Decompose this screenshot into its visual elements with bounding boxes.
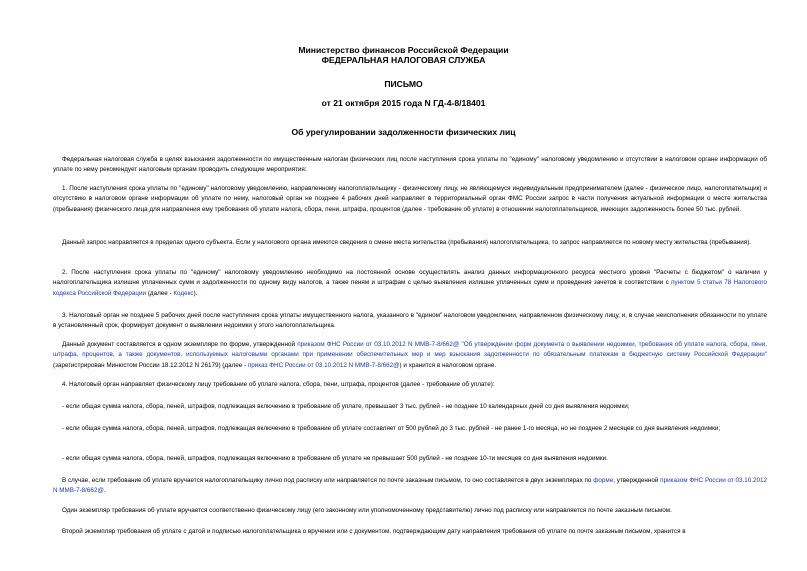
paragraph-2-text-a: 2. После наступления срока уплаты по "единому" налоговому уведомлению необходимо на постоянной основе осуществлять анализ данных информационного ресурса местного уровня "Расчеты с бюджетом" о наличии у налогоплательщика излишне уплаченных сумм и задолженности по одному виду налогов, а также пеням и штрафам с целью выявления излишне уплаченных сумм и проведения зачетов в соответствии с bbox=[53, 269, 767, 287]
paragraph-4-item-1: - если общая сумма налога, сбора, пеней, штрафов, подлежащая включению в требование об уплате, превышает 3 тыс. рублей - не позднее 10 календарных дней со дня выявления недоимки; bbox=[62, 403, 630, 410]
paragraph-request: Данный запрос направляется в пределах одного субъекта. Если у налогового органа имеются сведения о смене места жительства (пребывания) налогоплательщика, то запрос направляется по новому месту жительства (пребывания). bbox=[62, 239, 752, 246]
order-fns-link[interactable]: приказом ФНС России от 03.10.2012 N ММВ-7-8/662@ "Об утверждении форм документа о выявлении недоимки, требования об уплате налога, сбора, пени, штрафа, процентов, а также документов, используемых налоговыми органами при применении обеспечительных мер и мер взыскания задолженности по обязательным платежам в бюджетную систему Российской Федерации" bbox=[53, 341, 767, 359]
paragraph-document bbox=[53, 340, 767, 371]
order-fns-short-link[interactable]: приказ ФНС России от 03.10.2012 N ММВ-7-8/662@ bbox=[247, 361, 400, 369]
paragraph-document-text-b: (зарегистрирован Минюстом России 18.12.2012 N 26179) (далее - bbox=[53, 361, 248, 369]
paragraph-document-text-a: Данный документ составляется в одном экземпляре по форме, утвержденной bbox=[62, 341, 298, 348]
document-subject: Об урегулировании задолженности физических лиц bbox=[291, 127, 516, 137]
paragraph-2 bbox=[53, 268, 767, 299]
tax-code-article-link[interactable]: пунктом 5 статьи 78 Налогового кодекса Российской Федерации bbox=[53, 279, 767, 297]
paragraph-delivery-text-b: , утвержденной bbox=[613, 477, 661, 484]
paragraph-first-copy: Один экземпляр требования об уплате вручается соответственно физическому лицу (его законному или уполномоченному представителю) лично под расписку или направляется по почте заказным письмом. bbox=[62, 507, 672, 514]
paragraph-second-copy: Второй экземпляр требования об уплате с датой и подписью налогоплательщика о вручении или с документом, подтверждающим дату направления требования об уплате по почте заказным письмом, хранится в bbox=[62, 528, 686, 535]
paragraph-intro: Федеральная налоговая служба в целях взыскания задолженности по имущественным налогам физических лиц после наступления срока уплаты по "единому" налоговому уведомлению и отсутствии в налоговом органе информации об уплате по нему рекомендует налоговым органам проводить следующие мероприятия: bbox=[53, 156, 767, 174]
paragraph-2-text-c: ). bbox=[193, 289, 198, 297]
order-fns-delivery-link[interactable]: приказом ФНС России от 03.10.2012 N ММВ-7-8/662@ bbox=[53, 477, 767, 495]
tax-code-link[interactable]: Кодекс bbox=[173, 289, 194, 297]
paragraph-3: 3. Налоговый орган не позднее 5 рабочих дней после наступления срока уплаты имущественного налога, указанного в "едином" налоговом уведомлении, направленном физическому лицу, и, в случае неисполнения обязанности по уплате в установленный срок, формирует документ о выявлении недоимки у этого налогоплательщика. bbox=[53, 312, 767, 330]
paragraph-1: 1. После наступления срока уплаты по "единому" налоговому уведомлению, направленному налогоплательщику - физическому лицу, не являющемуся индивидуальным предпринимателем (далее - физическое лицо, налогоплательщик) и отсутствию в налоговом органе информации об уплате по нему, налоговый орган не позднее 4 рабочих дней направляет в территориальный орган ФМС России запрос в части получения актуальной информации о месте жительства (пребывания) физического лица для направления ему требования об уплате налога, сбора, пени, штрафа, процентов (далее - требование об уплате) в отношении налогоплательщиков, имеющих задолженность более 50 тыс. рублей. bbox=[53, 185, 767, 213]
service-title: ФЕДЕРАЛЬНАЯ НАЛОГОВАЯ СЛУЖБА bbox=[321, 55, 486, 65]
form-link[interactable]: форме bbox=[593, 477, 614, 484]
paragraph-4-item-2: - если общая сумма налога, сбора, пеней, штрафов, подлежащая включению в требование об уплате составляет от 500 рублей до 3 тыс. рублей - не ранее 1-го месяца, но не позднее 2 месяцев со дня выявления недоимки; bbox=[62, 425, 721, 432]
paragraph-delivery bbox=[53, 476, 767, 497]
document-type: ПИСЬМО bbox=[384, 79, 423, 89]
paragraph-2-text-b: (далее - bbox=[146, 289, 174, 297]
paragraph-delivery-text-c: . bbox=[103, 487, 106, 495]
paragraph-delivery-text-a: В случае, если требование об уплате вручается налогоплательщику лично под расписку или направляется по почте заказным письмом, то оно составляется в двух экземплярах по bbox=[62, 477, 594, 484]
paragraph-4-item-3: - если общая сумма налога, сбора, пеней, штрафов, подлежащая включению в требование об уплате не превышает 500 рублей - не позднее 10-ти месяцев со дня выявления недоимки. bbox=[62, 455, 608, 462]
paragraph-document-text-c: ) и хранится в налоговом органе. bbox=[399, 361, 497, 369]
ministry-title: Министерство финансов Российской Федерации bbox=[298, 45, 509, 55]
paragraph-4: 4. Налоговый орган направляет физическому лицу требование об уплате налога, сбора, пени, штрафа, процентов (далее - требование об уплате): bbox=[62, 381, 495, 388]
document-date-number: от 21 октября 2015 года N ГД-4-8/18401 bbox=[321, 98, 486, 108]
